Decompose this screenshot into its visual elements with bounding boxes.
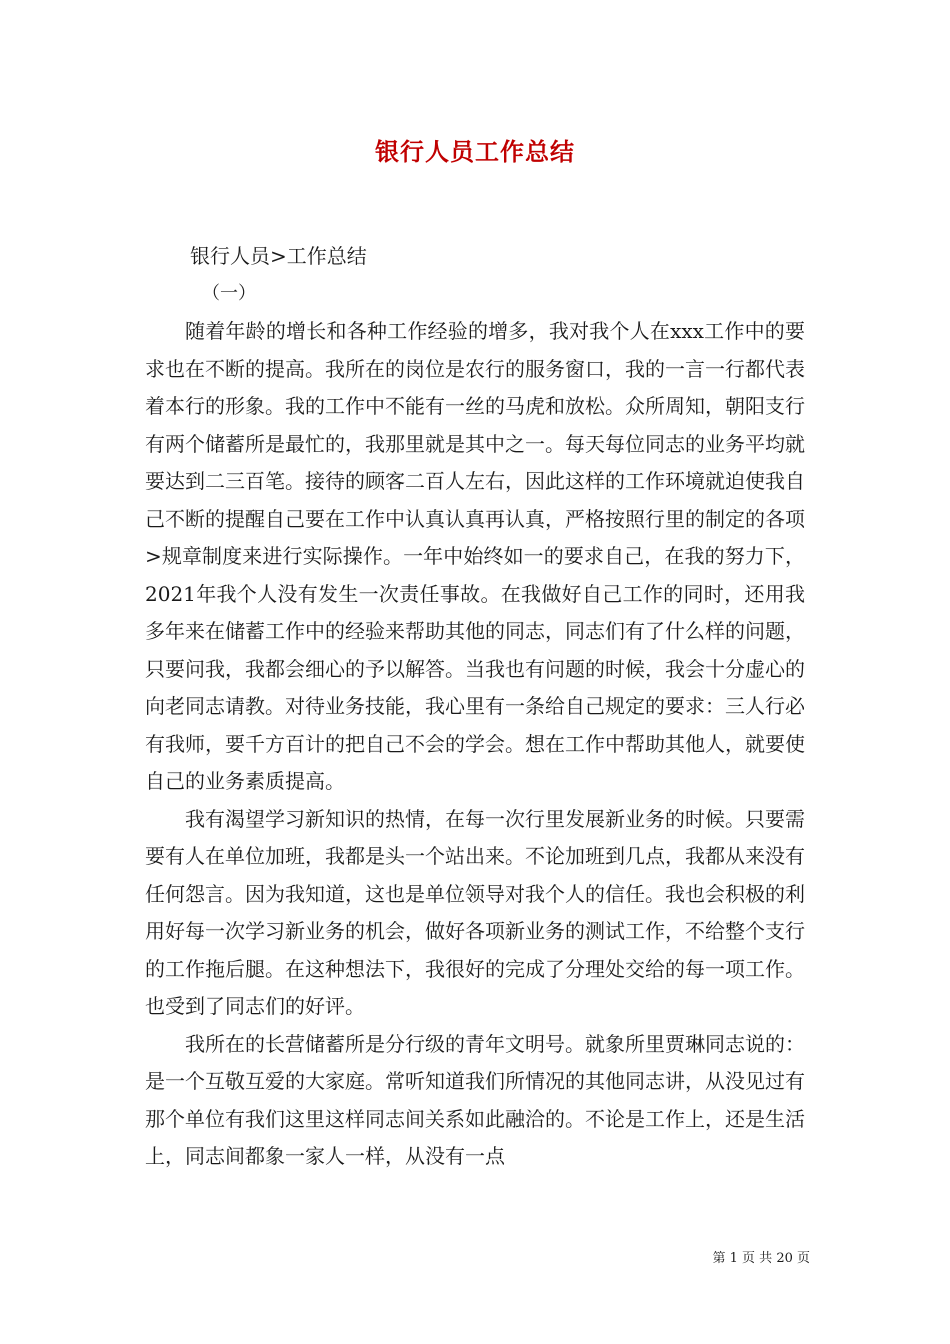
section-number: （一） — [202, 283, 256, 304]
page-footer: 第 1 页 共 20 页 — [712, 1251, 810, 1266]
paragraph: 我有渴望学习新知识的热情，在每一次行里发展新业务的时候。只要需要有人在单位加班，我都是头一个站出来。不论加班到几点，我都从来没有任何怨言。因为我知道，这也是单位领导对我个人的信任。我也会积极的利用好每一次学习新业务的机会，做好各项新业务的测试工作，不给整个支行的工作拖后腿。在这种想法下，我很好的完成了分理处交给的每一项工作。也受到了同志们的好评。 — [145, 806, 805, 1018]
body-text — [145, 313, 805, 1176]
paragraph: 我所在的长营储蓄所是分行级的青年文明号。就象所里贾琳同志说的：是一个互敬互爱的大家庭。常听知道我们所情况的其他同志讲，从没见过有那个单位有我们这里这样同志间关系如此融洽的。不论是工作上，还是生活上，同志间都象一家人一样，从没有一点 — [145, 1031, 805, 1168]
document-subtitle: 银行人员>工作总结 — [190, 244, 367, 268]
paragraph: 随着年龄的增长和各种工作经验的增多，我对我个人在xxx工作中的要求也在不断的提高。我所在的岗位是农行的服务窗口，我的一言一行都代表着本行的形象。我的工作中不能有一丝的马虎和放松。众所周知，朝阳支行有两个储蓄所是最忙的，我那里就是其中之一。每天每位同志的业务平均就要达到二三百笔。接待的顾客二百人左右，因此这样的工作环境就迫使我自己不断的提醒自己要在工作中认真认真再认真，严格按照行里的制定的各项>规章制度来进行实际操作。一年中始终如一的要求自己，在我的努力下，2021年我个人没有发生一次责任事故。在我做好自己工作的同时，还用我多年来在储蓄工作中的经验来帮助其他的同志，同志们有了什么样的问题，只要问我，我都会细心的予以解答。当我也有问题的时候，我会十分虚心的向老同志请教。对待业务技能，我心里有一条给自己规定的要求：三人行必有我师，要千方百计的把自己不会的学会。想在工作中帮助其他人，就要使自己的业务素质提高。 — [145, 319, 805, 793]
document-title: 银行人员工作总结 — [375, 137, 575, 166]
